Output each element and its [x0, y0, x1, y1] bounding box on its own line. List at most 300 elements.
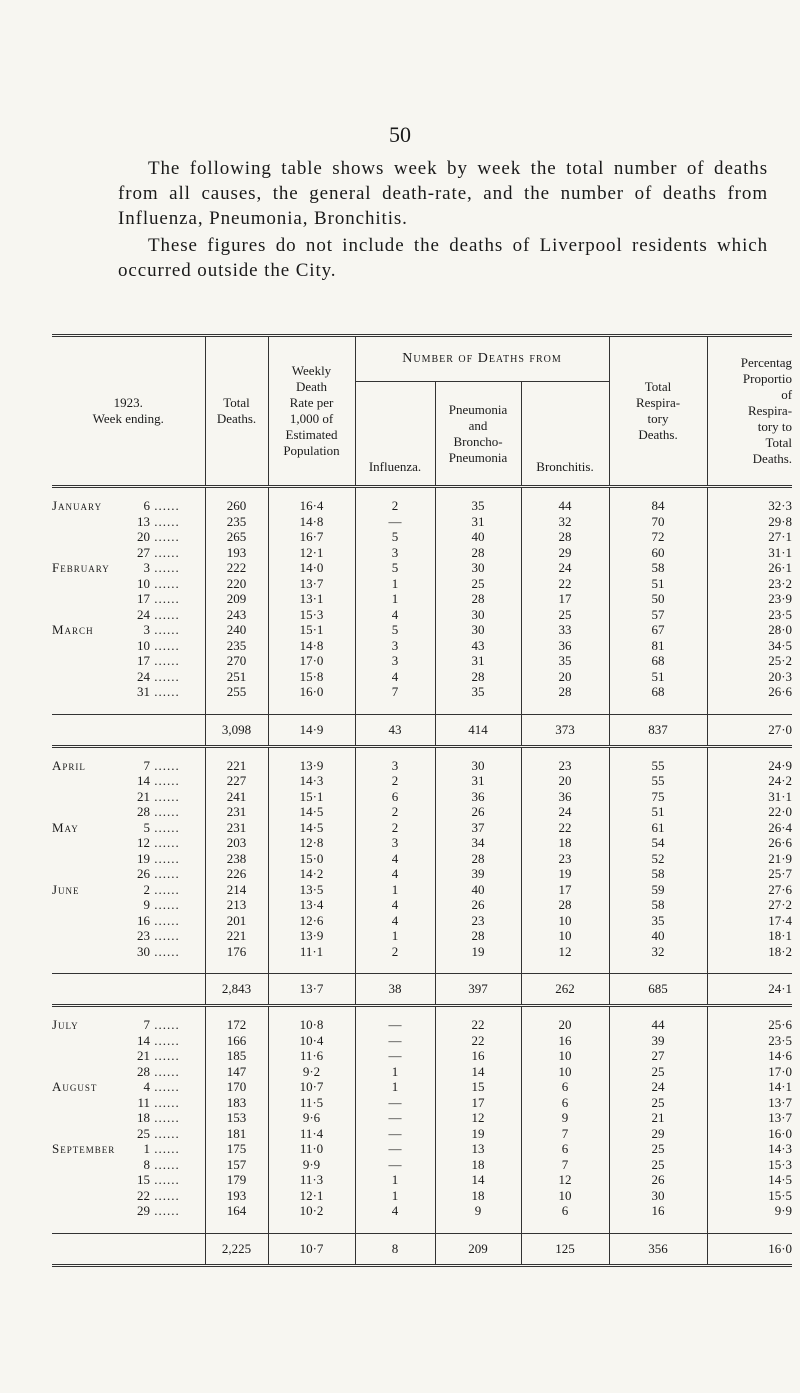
cell-pct: 31·1 [768, 788, 793, 804]
week-label [52, 1095, 205, 1111]
week-label [52, 514, 205, 530]
cell-rate: 13·9 [268, 758, 355, 774]
cell-pneu: 36 [435, 789, 521, 805]
cell-pneu: 18 [435, 1157, 521, 1173]
cell-resp: 70 [609, 514, 707, 530]
cell-flu: 4 [355, 897, 435, 913]
day-number: 10 [137, 637, 150, 653]
cell-bron: 6 [521, 1141, 609, 1157]
cell-flu: 2 [355, 804, 435, 820]
cell-resp: 54 [609, 835, 707, 851]
cell-flu: 3 [355, 835, 435, 851]
cell-pneu: 28 [435, 928, 521, 944]
cell-pct: 15·3 [768, 1156, 793, 1172]
cell-pneu: 34 [435, 835, 521, 851]
cell-total: 255 [205, 684, 268, 700]
leader-dots: ...... [150, 1141, 180, 1156]
cell-bron: 9 [521, 1110, 609, 1126]
cell-total: 147 [205, 1064, 268, 1080]
table-row [52, 1079, 792, 1095]
cell-pct: 17·0 [768, 1063, 793, 1079]
cell-pneu: 37 [435, 820, 521, 836]
table-row [52, 560, 792, 576]
total-label-cell [52, 1233, 205, 1265]
cell-pct: 21·9 [768, 850, 793, 866]
cell-total: 265 [205, 529, 268, 545]
cell-resp: 50 [609, 591, 707, 607]
cell-total: 170 [205, 1079, 268, 1095]
cell-bron: 20 [521, 1017, 609, 1033]
cell-bron: 7 [521, 1157, 609, 1173]
total-total: 3,098 [205, 714, 268, 746]
total-total: 2,225 [205, 1233, 268, 1265]
cell-pneu: 15 [435, 1079, 521, 1095]
cell-pct: 25·2 [768, 653, 793, 668]
cell-pneu: 17 [435, 1095, 521, 1111]
leader-dots: ...... [150, 1125, 180, 1141]
leader-dots: ...... [150, 757, 180, 773]
total-pct: 16·0 [707, 1233, 792, 1265]
cell-flu: 4 [355, 866, 435, 882]
total-row [52, 974, 792, 1006]
cell-pct: 13·7 [768, 1094, 793, 1110]
cell-flu: — [355, 1110, 435, 1126]
note-paragraph: These figures do not include the deaths of Liverpool residents which occurred outside the City. [118, 235, 768, 281]
week-label [52, 669, 205, 685]
table-row [52, 545, 792, 561]
cell-rate: 15·1 [268, 622, 355, 638]
cell-bron: 22 [521, 576, 609, 592]
week-label [52, 1172, 205, 1188]
cell-pct: 18·1 [768, 928, 793, 943]
total-pneu: 209 [435, 1233, 521, 1265]
cell-flu: 1 [355, 1188, 435, 1204]
cell-total: 183 [205, 1095, 268, 1111]
cell-total: 231 [205, 804, 268, 820]
cell-pct: 25·7 [768, 866, 793, 881]
cell-bron: 32 [521, 514, 609, 530]
cell-pneu: 35 [435, 498, 521, 514]
cell-pneu: 26 [435, 804, 521, 820]
cell-resp: 61 [609, 820, 707, 836]
cell-flu: 5 [355, 622, 435, 638]
cell-bron: 10 [521, 1188, 609, 1204]
cell-resp: 58 [609, 866, 707, 882]
cell-pneu: 28 [435, 545, 521, 561]
leader-dots: ...... [150, 1094, 180, 1110]
cell-resp: 25 [609, 1064, 707, 1080]
cell-resp: 21 [609, 1110, 707, 1126]
week-label [52, 653, 205, 669]
cell-pneu: 14 [435, 1064, 521, 1080]
cell-pneu: 19 [435, 1126, 521, 1142]
cell-resp: 26 [609, 1172, 707, 1188]
month-name: January [52, 498, 103, 513]
cell-total: 241 [205, 789, 268, 805]
cell-flu: 1 [355, 928, 435, 944]
leader-dots: ...... [150, 1187, 180, 1203]
leader-dots: ...... [150, 684, 180, 699]
leader-dots: ...... [150, 653, 180, 668]
cell-total: 193 [205, 545, 268, 561]
table-row [52, 851, 792, 867]
table-row [52, 1188, 792, 1204]
cell-pct: 26·6 [768, 684, 793, 699]
table-row [52, 1033, 792, 1049]
leader-dots: ...... [150, 773, 180, 788]
cell-resp: 51 [609, 576, 707, 592]
cell-rate: 13·1 [268, 591, 355, 607]
cell-bron: 12 [521, 944, 609, 960]
week-label [52, 913, 205, 929]
cell-total: 238 [205, 851, 268, 867]
cell-pct: 17·4 [768, 912, 793, 928]
total-rate: 14·9 [268, 714, 355, 746]
week-label [52, 576, 205, 592]
cell-resp: 68 [609, 653, 707, 669]
week-label [52, 944, 205, 960]
leader-dots: ...... [150, 881, 180, 897]
spacer-row [52, 746, 792, 758]
leader-dots: ...... [150, 1203, 180, 1218]
cell-bron: 44 [521, 498, 609, 514]
total-row [52, 1233, 792, 1265]
cell-pneu: 13 [435, 1141, 521, 1157]
week-label [52, 1126, 205, 1142]
cell-pneu: 35 [435, 684, 521, 700]
leader-dots: ...... [150, 1032, 180, 1048]
cell-rate: 9·6 [268, 1110, 355, 1126]
cell-pct: 14·3 [768, 1141, 793, 1156]
cell-pneu: 12 [435, 1110, 521, 1126]
cell-pct: 23·2 [768, 575, 793, 591]
week-label [52, 1033, 205, 1049]
week-label [52, 1079, 205, 1095]
cell-flu: 5 [355, 529, 435, 545]
leader-dots: ...... [150, 897, 180, 912]
week-label [52, 835, 205, 851]
cell-total: 222 [205, 560, 268, 576]
total-resp: 685 [609, 974, 707, 1006]
cell-total: 193 [205, 1188, 268, 1204]
table-row [52, 529, 792, 545]
cell-total: 181 [205, 1126, 268, 1142]
table-row [52, 1157, 792, 1173]
cell-flu: 6 [355, 789, 435, 805]
cell-resp: 32 [609, 944, 707, 960]
total-bron: 125 [521, 1233, 609, 1265]
day-number: 24 [137, 668, 150, 684]
cell-pneu: 14 [435, 1172, 521, 1188]
cell-pneu: 31 [435, 514, 521, 530]
day-number: 12 [137, 835, 150, 850]
cell-resp: 29 [609, 1126, 707, 1142]
cell-bron: 19 [521, 866, 609, 882]
cell-resp: 39 [609, 1033, 707, 1049]
cell-resp: 51 [609, 804, 707, 820]
cell-rate: 12·6 [268, 913, 355, 929]
total-bron: 373 [521, 714, 609, 746]
cell-resp: 40 [609, 928, 707, 944]
cell-total: 235 [205, 638, 268, 654]
cell-total: 221 [205, 758, 268, 774]
leader-dots: ...... [150, 575, 180, 591]
table-row [52, 882, 792, 898]
cell-total: 226 [205, 866, 268, 882]
month-name: August [52, 1079, 98, 1094]
cell-pneu: 40 [435, 529, 521, 545]
cell-bron: 6 [521, 1203, 609, 1219]
cell-resp: 60 [609, 545, 707, 561]
cell-flu: 1 [355, 1172, 435, 1188]
cell-rate: 16·4 [268, 498, 355, 514]
cell-total: 227 [205, 773, 268, 789]
day-number: 28 [137, 804, 150, 819]
week-label [52, 1017, 205, 1033]
leader-dots: ...... [150, 866, 180, 881]
cell-pneu: 22 [435, 1017, 521, 1033]
cell-resp: 72 [609, 529, 707, 545]
cell-resp: 24 [609, 1079, 707, 1095]
cell-total: 251 [205, 669, 268, 685]
cell-flu: 4 [355, 1203, 435, 1219]
cell-rate: 14·5 [268, 820, 355, 836]
leader-dots: ...... [150, 1063, 180, 1079]
cell-total: 157 [205, 1157, 268, 1173]
table-row [52, 622, 792, 638]
leader-dots: ...... [150, 498, 180, 513]
table-row [52, 669, 792, 685]
day-number: 7 [143, 757, 150, 773]
cell-flu: 5 [355, 560, 435, 576]
cell-flu: 1 [355, 1079, 435, 1095]
cell-bron: 10 [521, 928, 609, 944]
cell-total: 153 [205, 1110, 268, 1126]
leader-dots: ...... [150, 835, 180, 850]
day-number: 5 [143, 819, 150, 835]
cell-resp: 44 [609, 1017, 707, 1033]
cell-total: 240 [205, 622, 268, 638]
day-number: 6 [143, 498, 150, 513]
leader-dots: ...... [150, 1017, 180, 1032]
cell-resp: 58 [609, 560, 707, 576]
table-row [52, 820, 792, 836]
leader-dots: ...... [150, 606, 180, 622]
cell-flu: 4 [355, 913, 435, 929]
cell-pct: 23·5 [768, 606, 793, 622]
cell-bron: 6 [521, 1079, 609, 1095]
cell-flu: 7 [355, 684, 435, 700]
week-label [52, 882, 205, 898]
cell-flu: — [355, 1048, 435, 1064]
cell-bron: 36 [521, 789, 609, 805]
leader-dots: ...... [150, 804, 180, 819]
cell-bron: 28 [521, 529, 609, 545]
total-rate: 10·7 [268, 1233, 355, 1265]
cell-total: 213 [205, 897, 268, 913]
cell-pct: 23·9 [768, 591, 793, 606]
table-body [52, 487, 792, 1266]
cell-flu: 4 [355, 607, 435, 623]
week-label [52, 1141, 205, 1157]
table-row [52, 913, 792, 929]
table-row [52, 804, 792, 820]
total-pct: 27·0 [707, 714, 792, 746]
day-number: 10 [137, 575, 150, 591]
cell-rate: 10·4 [268, 1033, 355, 1049]
cell-bron: 28 [521, 684, 609, 700]
total-flu: 8 [355, 1233, 435, 1265]
day-number: 14 [137, 773, 150, 788]
day-number: 31 [137, 684, 150, 699]
leader-dots: ...... [150, 529, 180, 544]
day-number: 7 [143, 1017, 150, 1032]
cell-flu: — [355, 1157, 435, 1173]
table-row [52, 638, 792, 654]
spacer-row [52, 1219, 792, 1234]
day-number: 9 [143, 897, 150, 912]
day-number: 1 [143, 1141, 150, 1156]
week-label [52, 545, 205, 561]
week-label [52, 789, 205, 805]
cell-rate: 11·5 [268, 1095, 355, 1111]
month-name: April [52, 757, 86, 773]
table-row [52, 928, 792, 944]
cell-total: 201 [205, 913, 268, 929]
cell-pneu: 39 [435, 866, 521, 882]
table-row [52, 1017, 792, 1033]
cell-resp: 30 [609, 1188, 707, 1204]
cell-total: 203 [205, 835, 268, 851]
cell-bron: 35 [521, 653, 609, 669]
cell-bron: 28 [521, 897, 609, 913]
cell-resp: 52 [609, 851, 707, 867]
day-number: 19 [137, 850, 150, 866]
leader-dots: ...... [150, 819, 180, 835]
day-number: 23 [137, 928, 150, 943]
cell-bron: 36 [521, 638, 609, 654]
header-death-rate: Weekly Death Rate per 1,000 of Estimated Population [268, 336, 355, 487]
cell-total: 220 [205, 576, 268, 592]
day-number: 29 [137, 1203, 150, 1218]
month-name: July [52, 1017, 79, 1032]
week-label [52, 1064, 205, 1080]
leader-dots: ...... [150, 912, 180, 928]
cell-bron: 16 [521, 1033, 609, 1049]
cell-pct: 24·2 [768, 773, 793, 788]
cell-resp: 16 [609, 1203, 707, 1219]
cell-flu: 1 [355, 882, 435, 898]
cell-total: 166 [205, 1033, 268, 1049]
cell-pneu: 28 [435, 851, 521, 867]
day-number: 4 [143, 1079, 150, 1094]
day-number: 21 [137, 1048, 150, 1063]
cell-flu: — [355, 1141, 435, 1157]
cell-pct: 14·1 [768, 1079, 793, 1094]
cell-pct: 27·2 [768, 897, 793, 912]
cell-bron: 10 [521, 1048, 609, 1064]
header-week: 1923. Week ending. [52, 336, 205, 487]
week-label [52, 498, 205, 514]
week-label [52, 1048, 205, 1064]
cell-resp: 55 [609, 758, 707, 774]
day-number: 3 [143, 560, 150, 575]
cell-flu: 2 [355, 820, 435, 836]
header-total-deaths: Total Deaths. [205, 336, 268, 487]
cell-rate: 10·2 [268, 1203, 355, 1219]
cell-resp: 25 [609, 1141, 707, 1157]
cell-rate: 14·8 [268, 638, 355, 654]
cell-flu: — [355, 1126, 435, 1142]
cell-pct: 13·7 [768, 1110, 793, 1125]
cell-pct: 15·5 [768, 1187, 793, 1203]
table-row [52, 498, 792, 514]
week-label [52, 804, 205, 820]
cell-pneu: 16 [435, 1048, 521, 1064]
leader-dots: ...... [150, 513, 180, 529]
cell-bron: 20 [521, 669, 609, 685]
cell-resp: 51 [609, 669, 707, 685]
total-resp: 356 [609, 1233, 707, 1265]
month-name: May [52, 819, 79, 835]
cell-pneu: 43 [435, 638, 521, 654]
day-number: 15 [137, 1172, 150, 1187]
table-row [52, 758, 792, 774]
table-row [52, 1141, 792, 1157]
leader-dots: ...... [150, 668, 180, 684]
day-number: 17 [137, 591, 150, 606]
cell-pct: 16·0 [768, 1125, 793, 1141]
cell-pct: 14·6 [768, 1048, 793, 1063]
table-row [52, 591, 792, 607]
cell-rate: 11·3 [268, 1172, 355, 1188]
cell-rate: 14·2 [268, 866, 355, 882]
cell-rate: 13·9 [268, 928, 355, 944]
cell-total: 175 [205, 1141, 268, 1157]
cell-flu: — [355, 1017, 435, 1033]
header-bronchitis: Bronchitis. [521, 382, 609, 487]
cell-pct: 32·3 [768, 498, 793, 513]
cell-rate: 13·5 [268, 882, 355, 898]
table-row [52, 653, 792, 669]
cell-flu: 3 [355, 653, 435, 669]
cell-flu: 1 [355, 576, 435, 592]
cell-bron: 23 [521, 851, 609, 867]
cell-resp: 84 [609, 498, 707, 514]
total-pneu: 414 [435, 714, 521, 746]
header-pneumonia: Pneumonia and Broncho- Pneumonia [435, 382, 521, 487]
cell-rate: 11·1 [268, 944, 355, 960]
cell-flu: 2 [355, 944, 435, 960]
cell-resp: 35 [609, 913, 707, 929]
leader-dots: ...... [150, 591, 180, 606]
cell-flu: 3 [355, 545, 435, 561]
week-label [52, 928, 205, 944]
total-total: 2,843 [205, 974, 268, 1006]
week-label [52, 866, 205, 882]
deaths-table [52, 334, 792, 1267]
cell-pneu: 22 [435, 1033, 521, 1049]
header-influenza: Influenza. [355, 382, 435, 487]
day-number: 2 [143, 881, 150, 897]
month-name: September [52, 1141, 116, 1156]
cell-flu: — [355, 514, 435, 530]
cell-pct: 26·6 [768, 835, 793, 850]
cell-flu: 3 [355, 758, 435, 774]
week-label [52, 560, 205, 576]
cell-total: 243 [205, 607, 268, 623]
leader-dots: ...... [150, 560, 180, 575]
